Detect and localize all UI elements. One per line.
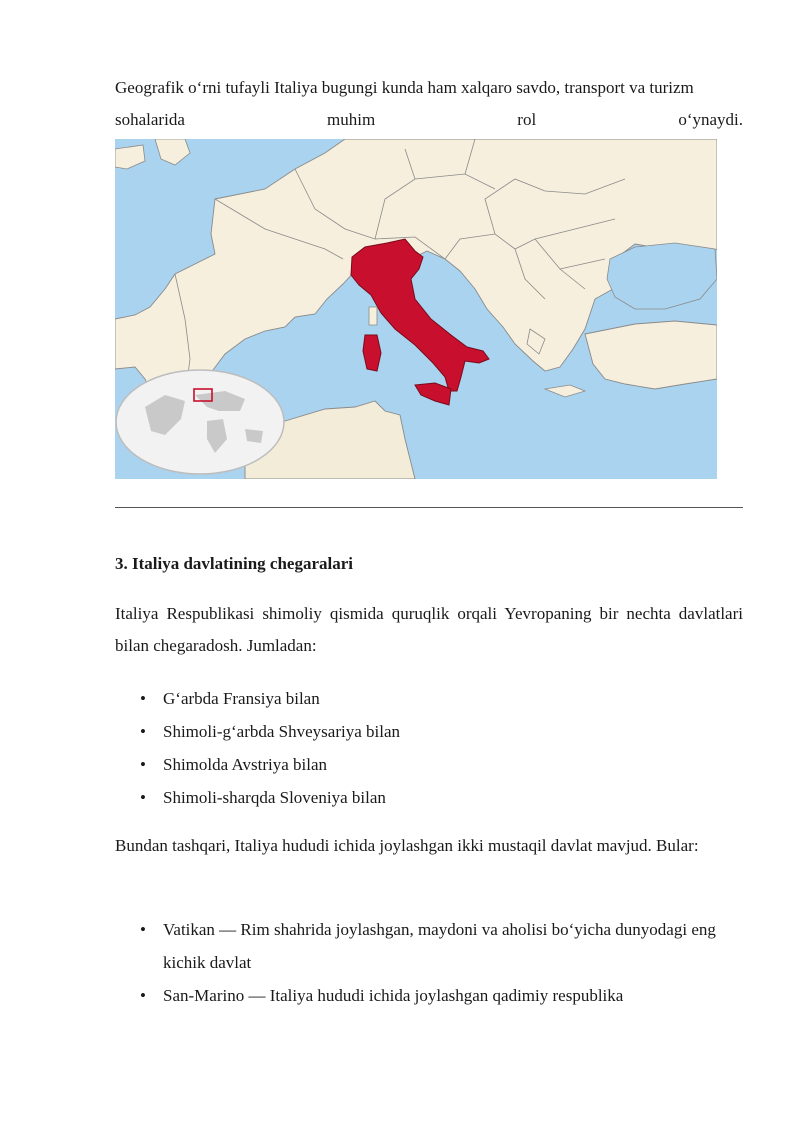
list-item [115,781,743,814]
list-item [115,715,743,748]
enclave-list [115,913,743,1012]
bullet-icon: • [140,920,146,939]
neighbor-list [115,682,743,814]
bullet-icon: • [140,755,146,774]
neighbor-text: Shimoli-sharqda Sloveniya bilan [163,788,386,807]
list-item [115,748,743,781]
neighbor-text: G‘arbda Fransiya bilan [163,689,320,708]
borders-paragraph: Italiya Respublikasi shimoliy qismida quruqlik orqali Yevropaning bir nechta davlatlari bilan chegaradosh. Jumladan: [115,604,743,655]
enclave-paragraph: Bundan tashqari, Italiya hududi ichida joylashgan ikki mustaqil davlat mavjud. Bular: [115,836,699,855]
neighbor-text: Shimoli-g‘arbda Shveysariya bilan [163,722,401,741]
bullet-icon: • [140,986,146,1005]
corsica [369,307,377,325]
bullet-icon: • [140,689,146,708]
enclave-text: San-Marino — Italiya hududi ichida joylashgan qadimiy respublika [163,986,624,1005]
italy-location-map [115,139,717,479]
locator-globe [116,370,284,474]
map-svg [115,139,717,479]
list-item [115,979,743,1012]
anatolia-land [585,321,717,389]
list-item [115,682,743,715]
section-divider [115,507,743,508]
section-heading: 3. Italiya davlatining chegaralari [115,554,353,573]
bullet-icon: • [140,788,146,807]
list-item [115,913,743,979]
enclave-text: Vatikan — Rim shahrida joylashgan, maydoni va aholisi bo‘yicha dunyodagi eng kichik davlat [163,920,716,972]
intro-text-line-1: Geografik o‘rni tufayli Italiya bugungi kunda ham xalqaro savdo, transport va turizm [115,78,694,97]
neighbor-text: Shimolda Avstriya bilan [163,755,328,774]
intro-text-line-2: sohalarida muhim rol o‘ynaydi. [115,110,743,129]
bullet-icon: • [140,722,146,741]
